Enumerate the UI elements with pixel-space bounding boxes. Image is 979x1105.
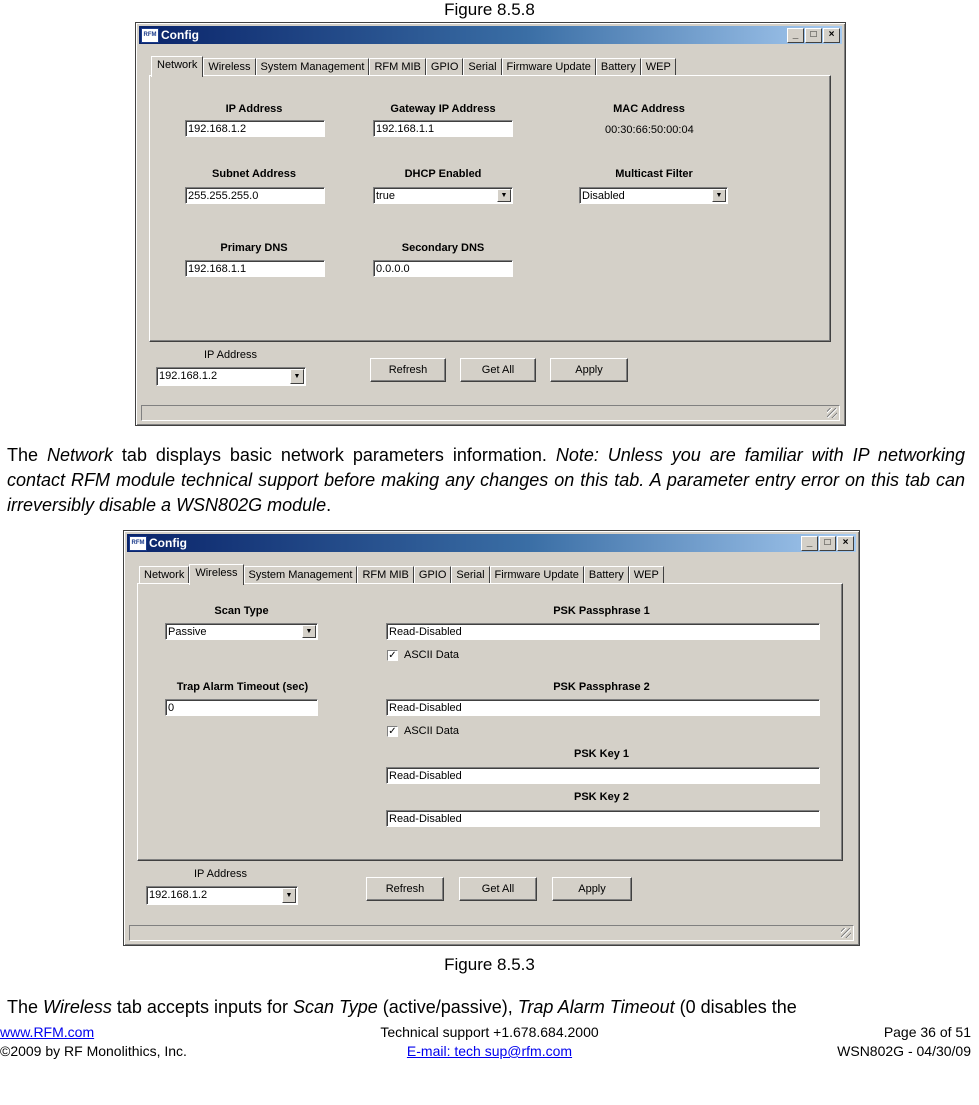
multicast-filter-select[interactable] bbox=[579, 187, 728, 204]
para2-text-3: (active/passive), bbox=[377, 997, 518, 1017]
tab-rfm-mib[interactable]: RFM MIB bbox=[357, 566, 413, 584]
ascii-data-1-checkbox[interactable]: ✓ bbox=[388, 650, 397, 661]
chevron-down-icon[interactable]: ▼ bbox=[712, 189, 726, 202]
minimize-icon[interactable]: _ bbox=[787, 28, 804, 43]
get-all-button[interactable]: Get All bbox=[459, 877, 537, 901]
support-email-link[interactable]: E-mail: tech sup@rfm.com bbox=[406, 1043, 573, 1059]
trap-alarm-timeout-label: Trap Alarm Timeout (sec) bbox=[176, 681, 309, 693]
window-title: Config bbox=[149, 536, 187, 550]
multicast-filter-label: Multicast Filter bbox=[615, 168, 693, 180]
tab-strip bbox=[139, 564, 664, 584]
bottom-ip-address-value: 192.168.1.2 bbox=[159, 370, 218, 382]
scan-type-value: Passive bbox=[168, 626, 207, 638]
rfm-app-icon: RFM bbox=[129, 536, 147, 551]
tab-strip bbox=[151, 56, 676, 76]
secondary-dns-label: Secondary DNS bbox=[401, 242, 485, 254]
window-title: Config bbox=[161, 28, 199, 42]
dhcp-enabled-select[interactable] bbox=[373, 187, 513, 204]
tab-wireless[interactable]: Wireless bbox=[203, 58, 255, 76]
resize-grip-icon[interactable] bbox=[827, 408, 837, 418]
psk-passphrase-2-input[interactable]: Read-Disabled bbox=[386, 699, 820, 716]
psk-passphrase-2-label: PSK Passphrase 2 bbox=[553, 681, 650, 693]
close-icon[interactable]: × bbox=[823, 28, 840, 43]
tab-firmware-update[interactable]: Firmware Update bbox=[502, 58, 596, 76]
minimize-icon[interactable]: _ bbox=[801, 536, 818, 551]
apply-button[interactable]: Apply bbox=[550, 358, 628, 382]
secondary-dns-input[interactable]: 0.0.0.0 bbox=[373, 260, 513, 277]
tab-serial[interactable]: Serial bbox=[451, 566, 489, 584]
page-number: Page 36 of 51 bbox=[883, 1024, 971, 1040]
gateway-ip-input[interactable]: 192.168.1.1 bbox=[373, 120, 513, 137]
document-id: WSN802G - 04/30/09 bbox=[837, 1043, 971, 1059]
primary-dns-label: Primary DNS bbox=[220, 242, 288, 254]
para2-text-2: tab accepts inputs for bbox=[111, 997, 293, 1017]
tab-gpio[interactable]: GPIO bbox=[414, 566, 452, 584]
psk-key-2-input[interactable]: Read-Disabled bbox=[386, 810, 820, 827]
bottom-ip-address-select[interactable] bbox=[156, 367, 306, 386]
para2-trap-term: Trap Alarm Timeout bbox=[517, 997, 675, 1017]
apply-button[interactable]: Apply bbox=[552, 877, 632, 901]
network-panel bbox=[149, 75, 831, 342]
subnet-address-input[interactable]: 255.255.255.0 bbox=[185, 187, 325, 204]
para1-text-1: The bbox=[7, 445, 47, 465]
para2-scan-type-term: Scan Type bbox=[293, 997, 378, 1017]
wireless-description bbox=[7, 995, 965, 1020]
chevron-down-icon[interactable]: ▼ bbox=[302, 625, 316, 638]
refresh-button[interactable]: Refresh bbox=[366, 877, 444, 901]
gateway-ip-label: Gateway IP Address bbox=[390, 103, 496, 115]
para1-period: . bbox=[326, 495, 332, 515]
scan-type-select[interactable] bbox=[165, 623, 318, 640]
primary-dns-input[interactable]: 192.168.1.1 bbox=[185, 260, 325, 277]
close-icon[interactable]: × bbox=[837, 536, 854, 551]
ascii-data-2-checkbox[interactable]: ✓ bbox=[388, 726, 397, 737]
maximize-icon[interactable]: □ bbox=[819, 536, 836, 551]
psk-passphrase-1-input[interactable]: Read-Disabled bbox=[386, 623, 820, 640]
support-email-wrap bbox=[0, 1043, 979, 1059]
psk-passphrase-1-label: PSK Passphrase 1 bbox=[553, 605, 650, 617]
trap-alarm-timeout-input[interactable]: 0 bbox=[165, 699, 318, 716]
dhcp-enabled-label: DHCP Enabled bbox=[404, 168, 482, 180]
tab-battery[interactable]: Battery bbox=[584, 566, 629, 584]
copyright-text: ©2009 by RF Monolithics, Inc. bbox=[0, 1043, 187, 1059]
chevron-down-icon[interactable]: ▼ bbox=[497, 189, 511, 202]
scan-type-label: Scan Type bbox=[214, 605, 269, 617]
tab-network[interactable]: Network bbox=[151, 56, 203, 77]
tab-wireless[interactable]: Wireless bbox=[189, 564, 243, 585]
psk-key-1-input[interactable]: Read-Disabled bbox=[386, 767, 820, 784]
support-phone: Technical support +1.678.684.2000 bbox=[380, 1024, 599, 1040]
config-window-network bbox=[135, 22, 846, 426]
dhcp-enabled-value: true bbox=[376, 190, 395, 202]
tab-system-management[interactable]: System Management bbox=[244, 566, 358, 584]
bottom-ip-address-value: 192.168.1.2 bbox=[149, 889, 208, 901]
tab-network[interactable]: Network bbox=[139, 566, 189, 584]
bottom-ip-address-label: IP Address bbox=[204, 349, 257, 361]
tab-serial[interactable]: Serial bbox=[463, 58, 501, 76]
ascii-data-1-label: ASCII Data bbox=[404, 649, 460, 661]
para2-text-4: (0 disables the bbox=[674, 997, 797, 1017]
maximize-icon[interactable]: □ bbox=[805, 28, 822, 43]
psk-key-1-label: PSK Key 1 bbox=[573, 748, 630, 760]
title-bar[interactable] bbox=[139, 26, 842, 44]
figure-caption-1: Figure 8.5.8 bbox=[444, 0, 535, 19]
title-bar[interactable] bbox=[127, 534, 856, 552]
bottom-ip-address-label: IP Address bbox=[194, 868, 247, 880]
mac-address-label: MAC Address bbox=[613, 103, 685, 115]
ip-address-input[interactable]: 192.168.1.2 bbox=[185, 120, 325, 137]
mac-address-value: 00:30:66:50:00:04 bbox=[605, 124, 694, 136]
status-bar bbox=[141, 405, 840, 421]
tab-wep[interactable]: WEP bbox=[641, 58, 676, 76]
tab-battery[interactable]: Battery bbox=[596, 58, 641, 76]
get-all-button[interactable]: Get All bbox=[460, 358, 536, 382]
tab-rfm-mib[interactable]: RFM MIB bbox=[369, 58, 425, 76]
network-description bbox=[7, 443, 965, 518]
ip-address-label: IP Address bbox=[225, 103, 283, 115]
tab-wep[interactable]: WEP bbox=[629, 566, 664, 584]
multicast-filter-value: Disabled bbox=[582, 190, 625, 202]
figure-caption-2: Figure 8.5.3 bbox=[444, 955, 535, 974]
resize-grip-icon[interactable] bbox=[841, 928, 851, 938]
subnet-address-label: Subnet Address bbox=[212, 168, 296, 180]
tab-firmware-update[interactable]: Firmware Update bbox=[490, 566, 584, 584]
config-window-wireless bbox=[123, 530, 860, 946]
para2-text-1: The bbox=[7, 997, 44, 1017]
tab-system-management[interactable]: System Management bbox=[256, 58, 370, 76]
tab-gpio[interactable]: GPIO bbox=[426, 58, 464, 76]
refresh-button[interactable]: Refresh bbox=[370, 358, 446, 382]
para1-text-2: tab displays basic network parameters information. bbox=[112, 445, 556, 465]
para2-wireless-term: Wireless bbox=[43, 997, 112, 1017]
rfm-app-icon: RFM bbox=[141, 28, 159, 43]
status-bar bbox=[129, 925, 854, 941]
ascii-data-2-label: ASCII Data bbox=[404, 725, 460, 737]
para1-note: Note: Unless you are familiar with IP networking contact RFM module technical support before making any changes on this tab. A parameter entry error on this tab can irreversibly disable a WSN802G module bbox=[7, 445, 965, 515]
website-link[interactable]: www.RFM.com bbox=[0, 1024, 95, 1040]
psk-key-2-label: PSK Key 2 bbox=[573, 791, 630, 803]
chevron-down-icon[interactable]: ▼ bbox=[282, 888, 296, 903]
bottom-ip-address-select[interactable] bbox=[146, 886, 298, 905]
para1-network-term: Network bbox=[46, 445, 113, 465]
chevron-down-icon[interactable]: ▼ bbox=[290, 369, 304, 384]
